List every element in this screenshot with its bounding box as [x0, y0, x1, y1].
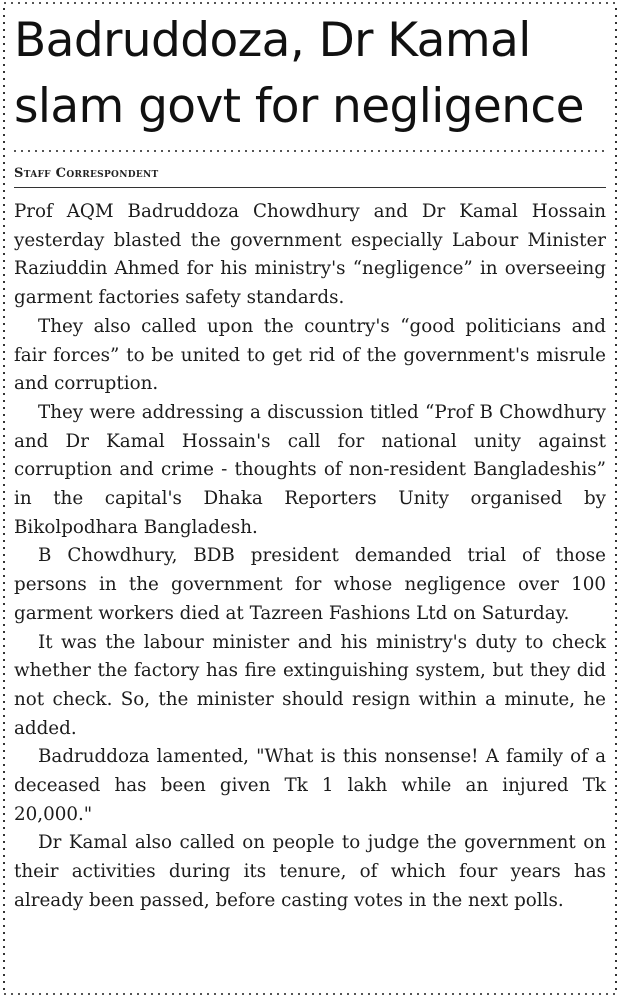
paragraph: It was the labour minister and his ministry's duty to check whether the factory has fire extinguishing system, but they did not check. So, the minister should resign within a minute, he added.	[14, 631, 606, 739]
paragraph: They also called upon the country's “good politicians and fair forces” to be united to get rid of the government's misrule and corruption.	[14, 315, 606, 395]
paragraph: B Chowdhury, BDB president demanded trial of those persons in the government for whose negligence over 100 garment workers died at Tazreen Fashions Ltd on Saturday.	[14, 545, 606, 624]
paragraph: Prof AQM Badruddoza Chowdhury and Dr Kamal Hossain yesterday blasted the government especially Labour Minister Raziuddin Ahmed for his ministry's “negligence” in overseeing garment factories safety standards.	[14, 201, 606, 309]
clipping-border-right	[615, 8, 617, 993]
headline-divider	[14, 150, 606, 152]
article	[14, 8, 606, 916]
paragraph: Dr Kamal also called on people to judge the government on their activities during its tenure, of which four years has already been passed, before casting votes in the next polls.	[14, 832, 606, 911]
clipping-border-top	[4, 2, 617, 4]
headline	[14, 8, 606, 140]
clipping-border-bottom	[4, 993, 617, 995]
headline-line-1: Badruddoza, Dr Kamal	[14, 13, 531, 68]
headline-line-2: slam govt for negligence	[14, 79, 584, 134]
clipping-border-left	[3, 8, 5, 993]
article-body	[14, 198, 606, 916]
paragraph: Badruddoza lamented, "What is this nonsense! A family of a deceased has been given Tk 1 lakh while an injured Tk 20,000."	[14, 746, 606, 825]
paragraph: They were addressing a discussion titled “Prof B Chowdhury and Dr Kamal Hossain's call for national unity against corruption and crime - thoughts of non-resident Bangladeshis” in the capital's Dhaka Reporters Unity organised by Bikolpodhara Bangladesh.	[14, 401, 606, 538]
byline-rule	[14, 187, 606, 188]
byline: Staff Correspondent	[14, 166, 159, 181]
